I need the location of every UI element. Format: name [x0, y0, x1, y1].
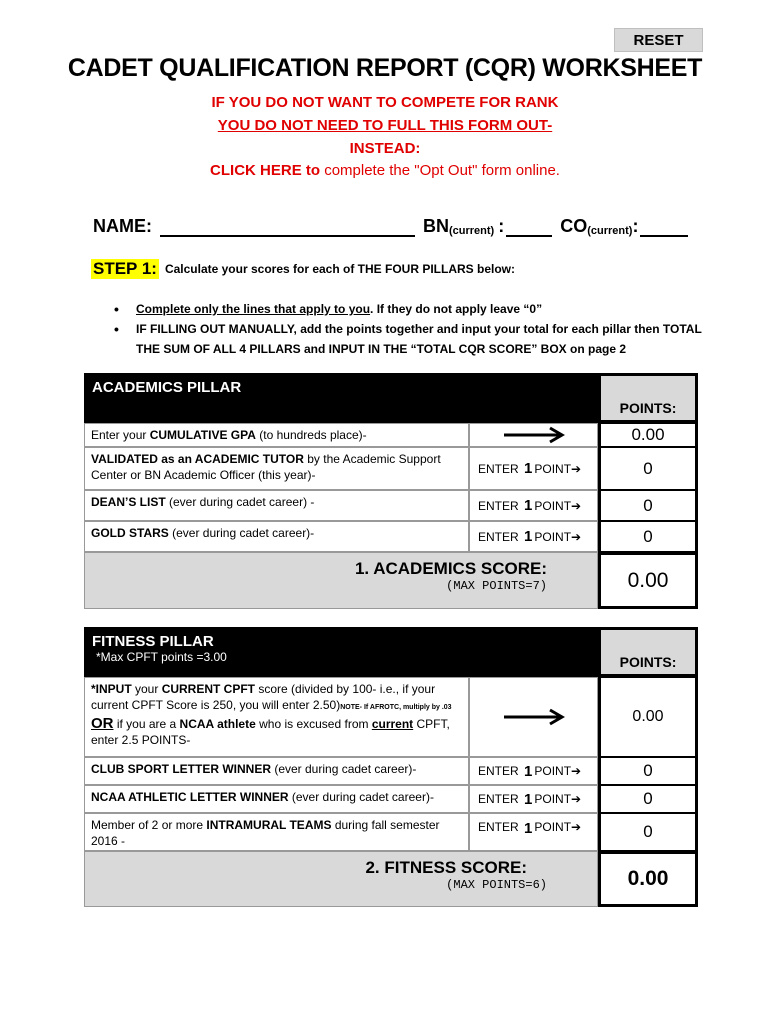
fitness-max-points: (MAX POINTS=6) — [446, 878, 547, 892]
academics-pillar — [84, 373, 698, 609]
step-1 — [91, 259, 515, 279]
bn-field[interactable] — [506, 217, 552, 237]
fitness-score-value: 0.00 — [598, 851, 698, 907]
ncaa-letter-label: NCAA ATHLETIC LETTER WINNER (ever during cadet career)- — [84, 785, 469, 813]
opt-out-line — [0, 162, 770, 179]
fitness-score-area — [84, 851, 598, 907]
list-item: • IF FILLING OUT MANUALLY, add the points together and input your total for each pillar then TOTAL THE SUM OF ALL 4 PILLARS and INPUT IN THE “TOTAL CQR SCORE” BOX on page 2 — [112, 319, 712, 359]
name-field[interactable] — [160, 217, 415, 237]
intramural-label: Member of 2 or more INTRAMURAL TEAMS during fall semester 2016 - — [84, 813, 469, 851]
gold-stars-label: GOLD STARS (ever during cadet career)- — [84, 521, 469, 552]
gpa-label: Enter your CUMULATIVE GPA (to hundreds place)- — [84, 423, 469, 447]
academics-points-header: POINTS: — [598, 373, 698, 423]
academics-max-points: (MAX POINTS=7) — [446, 579, 547, 593]
page-title: CADET QUALIFICATION REPORT (CQR) WORKSHEET — [67, 54, 703, 82]
notice-line-2: YOU DO NOT NEED TO FULL THIS FORM OUT- — [217, 117, 553, 134]
club-sport-label: CLUB SPORT LETTER WINNER (ever during cadet career)- — [84, 757, 469, 785]
list-item: • Complete only the lines that apply to you. If they do not apply leave “0” — [112, 299, 712, 319]
academics-score-value: 0.00 — [598, 552, 698, 609]
instruction-list — [112, 299, 712, 359]
co-label: CO — [560, 216, 588, 236]
notice-line-1: IF YOU DO NOT WANT TO COMPETE FOR RANK — [211, 94, 559, 111]
long-right-arrow-icon — [469, 677, 598, 757]
enter-hint: ENTER 1 POINT➔ — [469, 490, 598, 521]
enter-hint: ENTER 1 POINT➔ — [469, 813, 598, 851]
academics-score-area — [84, 552, 598, 609]
gold-stars-input[interactable]: 0 — [598, 521, 698, 552]
enter-hint: ENTER 1 POINT➔ — [469, 785, 598, 813]
fitness-max-note: *Max CPFT points =3.00 — [96, 650, 227, 664]
co-sub-label: (current) — [587, 225, 633, 237]
ncaa-letter-input[interactable]: 0 — [598, 785, 698, 813]
opt-out-text: complete the "Opt Out" form online. — [320, 162, 560, 179]
club-sport-input[interactable]: 0 — [598, 757, 698, 785]
intramural-input[interactable]: 0 — [598, 813, 698, 851]
step-text: Calculate your scores for each of THE FOUR PILLARS below: — [164, 262, 515, 276]
name-row: NAME: BN (current) : CO (current) : — [93, 216, 690, 237]
bn-sub-label: (current) — [449, 225, 495, 237]
cpft-input[interactable]: 0.00 — [598, 677, 698, 757]
step-label: STEP 1: — [93, 259, 157, 278]
co-field[interactable] — [640, 217, 688, 237]
notice-line-3: INSTEAD: — [349, 140, 421, 157]
long-right-arrow-icon — [469, 423, 598, 447]
tutor-input[interactable]: 0 — [598, 447, 698, 490]
fitness-pillar — [84, 627, 698, 907]
deans-list-label: DEAN’S LIST (ever during cadet career) - — [84, 490, 469, 521]
fitness-score-label: 2. FITNESS SCORE: — [365, 858, 527, 877]
bn-label: BN — [423, 216, 449, 236]
deans-list-input[interactable]: 0 — [598, 490, 698, 521]
academics-score-label: 1. ACADEMICS SCORE: — [354, 559, 547, 578]
name-label: NAME: — [93, 216, 152, 236]
cpft-label: *INPUT your CURRENT CPFT score (divided by 100- i.e., if your current CPFT Score is 250, you will enter 2.50)NOTE- If AFROTC, multiply by .03 OR if you are a NCAA athlete who is excused from current CPFT, enter 2.5 POINTS- — [84, 677, 469, 757]
fitness-header: FITNESS PILLAR *Max CPFT points =3.00 — [84, 627, 598, 677]
academics-header: ACADEMICS PILLAR — [84, 373, 598, 423]
gpa-input[interactable]: 0.00 — [598, 423, 698, 447]
enter-hint: ENTER 1 POINT➔ — [469, 757, 598, 785]
enter-hint: ENTER 1 POINT➔ — [469, 521, 598, 552]
fitness-points-header: POINTS: — [598, 627, 698, 677]
enter-hint: ENTER 1 POINT➔ — [469, 447, 598, 490]
reset-button[interactable]: RESET — [614, 28, 703, 52]
opt-out-link[interactable]: CLICK HERE to — [210, 162, 321, 179]
tutor-label: VALIDATED as an ACADEMIC TUTOR by the Academic Support Center or BN Academic Officer (this year)- — [84, 447, 469, 490]
